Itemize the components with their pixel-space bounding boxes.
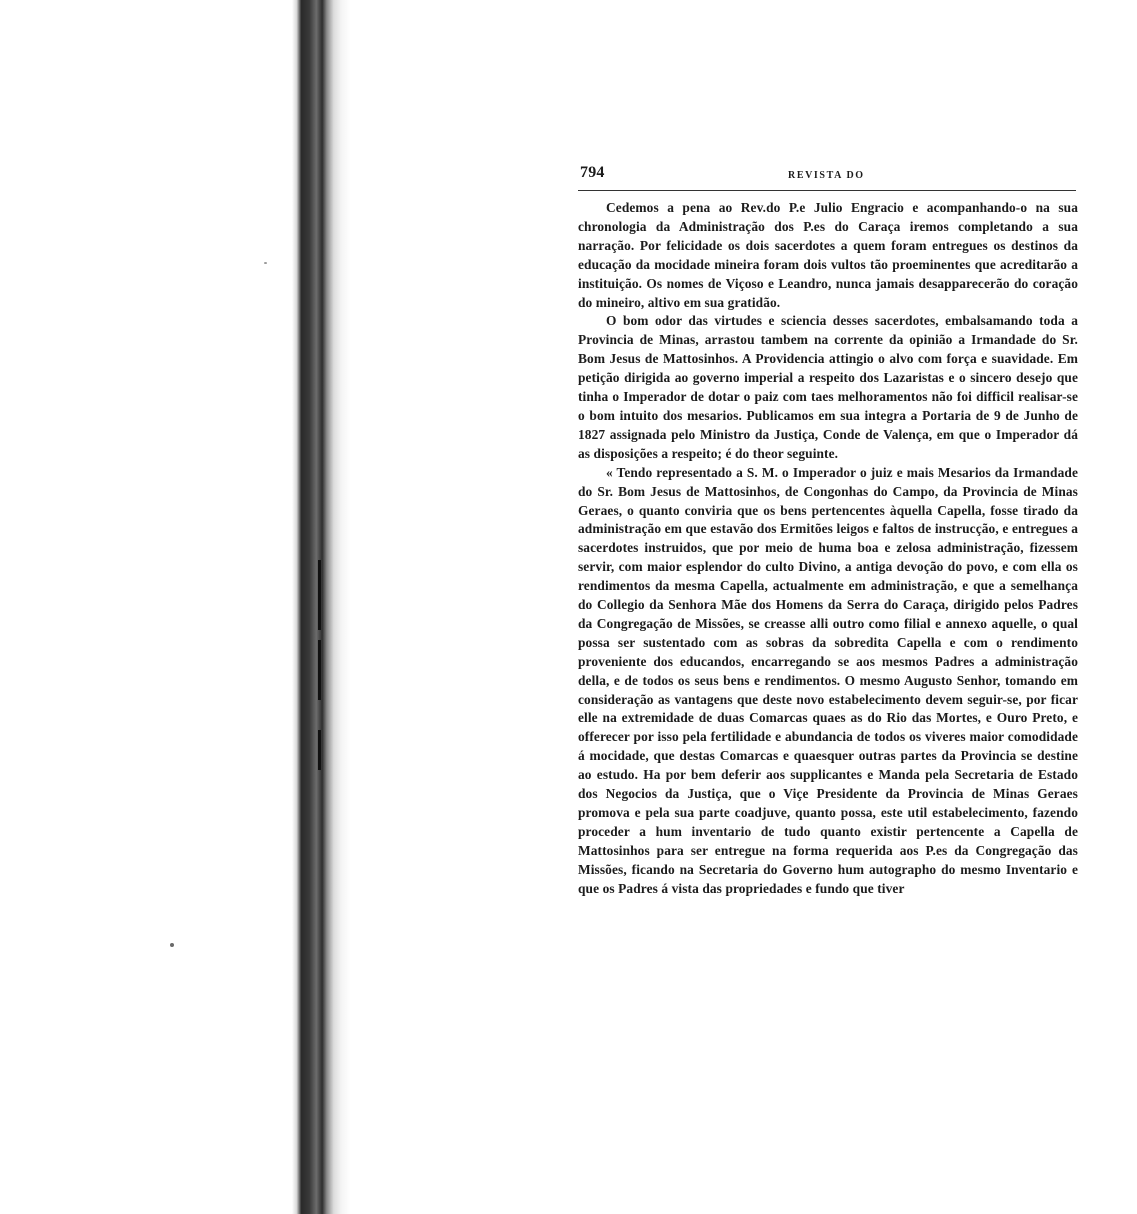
body-text [578, 199, 1078, 899]
paper-speck [264, 262, 267, 264]
gutter-streak [318, 560, 321, 630]
gutter-streak [318, 640, 321, 700]
right-text-page [578, 164, 1078, 899]
header-rule [578, 190, 1076, 191]
gutter-streak [318, 730, 321, 770]
paragraph: O bom odor das virtudes e sciencia desses sacerdotes, embalsamando toda a Provincia de Minas, arrastou tambem na corrente da opinião a Irmandade do Sr. Bom Jesus de Mattosinhos. A Providencia attingio o alvo com força e suavidade. Em petição dirigida ao governo imperial a respeito dos Lazaristas e o sincero desejo que tinha o Imperador de dotar o paiz com taes melhoramentos não foi difficil realisar-se o bom intuito dos mesarios. Publicamos em sua integra a Portaria de 9 de Junho de 1827 assignada pelo Ministro da Justiça, Conde de Valença, em que o Imperador dá as disposições a respeito; é do theor seguinte. [578, 313, 1078, 461]
paragraph: Cedemos a pena ao Rev.do P.e Julio Engracio e acompanhando-o na sua chronologia da Administração dos P.es do Caraça iremos completando a sua narração. Por felicidade os dois sacerdotes a quem foram entregues os destinos da educação da mocidade mineira foram dois vultos tão proeminentes que acreditarão a instituição. Os nomes de Viçoso e Leandro, nunca jamais desapparecerão do coração do mineiro, altivo em sua gratidão. [578, 200, 1078, 310]
book-gutter-shadow [292, 0, 350, 1214]
left-blank-page [0, 0, 300, 1214]
running-head [578, 164, 1078, 184]
running-title: REVISTA DO [788, 170, 865, 181]
page-number: 794 [580, 164, 605, 181]
paragraph: « Tendo representado a S. M. o Imperador o juiz e mais Mesarios da Irmandade do Sr. Bom Jesus de Mattosinhos, de Congonhas do Campo, da Provincia de Minas Geraes, o quanto conviria que os bens pertencentes àquella Capella, fosse tirado da administração em que estavão dos Ermitões leigos e faltos de instrucção, e entregues a sacerdotes instruidos, que por meio de huma boa e zelosa administração, fizessem servir, com maior esplendor do culto Divino, a antiga devoção do povo, e com ella os rendimentos da mesma Capella, actualmente em administração, e que a semelhança do Collegio da Senhora Mãe dos Homens da Serra do Caraça, dirigido pelos Padres da Congregação de Missões, se creasse alli outro como filial e annexo aquelle, o qual possa ser sustentado com as sobras da sobredita Capella e com o rendimento proveniente dos educandos, encarregando se aos mesmos Padres a administração della, e de todos os seus bens e rendimentos. O mesmo Augusto Senhor, tomando em consideração as vantagens que deste novo estabelecimento devem seguir-se, por ficar elle na extremidade de duas Comarcas quaes as do Rio das Mortes, e Ouro Preto, e offerecer por isso pela fertilidade e abundancia de todos os viveres maior comodidade á mocidade, que destas Comarcas e quaesquer outras partes da Provincia se destine ao estudo. Ha por bem deferir aos supplicantes e Manda pela Secretaria de Estado dos Negocios da Justiça, que o Viçe Presidente da Provincia de Minas Geraes promova e pela sua parte coadjuve, quanto possa, este util estabelecimento, fazendo proceder a hum inventario de tudo quanto existir pertencente a Capella de Mattosinhos para ser entregue na forma requerida aos P.es da Congregação das Missões, ficando na Secretaria do Governo hum autographo do mesmo Inventario e que os Padres á vista das propriedades e fundo que tiver [578, 464, 1078, 896]
paper-speck [170, 943, 174, 947]
